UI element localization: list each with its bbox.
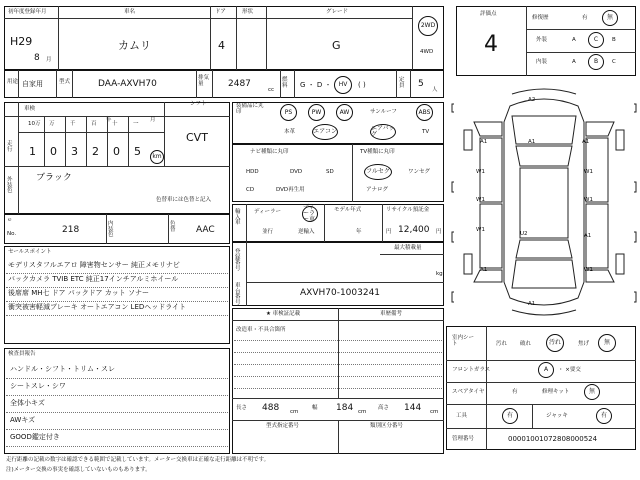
spare-none-circle: 無 [584,384,600,400]
jack-label: ジャッキ [546,413,568,419]
chassis-value: AXVH70-1003241 [300,288,381,298]
tv-type-label: TV種類に丸印 [360,149,395,155]
capacity-label: 定員 [399,77,405,89]
displacement-unit: cc [268,87,275,93]
color-label: 外装色 [7,177,13,194]
car-name-label: 車名 [124,9,136,15]
height-value: 144 [404,403,422,413]
recycle-unit: 円 [436,229,442,235]
seat-dirty-circle: 汚れ [546,334,564,352]
sales-point-line: 後席席 MH七 ドア パックドア カット ソナー [8,289,149,297]
max-load-label: 最大積載量 [394,245,422,251]
ps-circle: PS [280,104,297,121]
recycle-value: 12,400 [398,225,430,235]
shift-value: CVT [186,131,208,144]
height-unit: cm [430,409,439,415]
width-label: 幅 [312,405,318,411]
mileage-digit-header: 一 [133,121,139,127]
spare-opt-kit: 修理キット [542,389,570,395]
repair-circle: 無 [602,10,618,26]
interior-opt-a: A [572,59,576,65]
category-label: 類別区分番号 [370,423,404,429]
interior-circle: B [588,54,604,70]
diagram-mark: A1 [528,139,536,145]
diagram-mark: W1 [476,227,485,233]
sales-point-line: バックカメラ TVIB ETC 純正17インチアルミホイール [8,275,179,283]
diagram-mark: A1 [582,139,590,145]
diagram-mark: A1 [480,267,488,273]
sales-points-label: セールスポイント [8,249,52,255]
mileage-digit: 0 [50,145,57,158]
glass-circle: A [538,362,554,378]
shaken-label: 車検 [24,106,36,112]
diagram-mark: W1 [584,169,593,175]
glass-label: フロントガラス [452,367,491,373]
exterior-circle: C [588,32,604,48]
displacement-value: 2487 [228,79,251,89]
inspector-notes-label: 検査員報告 [8,351,36,357]
door-label: ドア [215,9,226,15]
diagram-mark: W1 [476,197,485,203]
shaken-month-unit: 月 [150,117,156,123]
import-label: 輸入車 [235,209,241,226]
seat-opt-2: 破れ [520,341,532,347]
seat-opt-1: 汚れ [496,341,508,347]
max-load-unit: kg [436,271,443,277]
glass-text: ・ ×要交 [558,367,581,373]
first-reg-era-value: H29 [10,35,33,48]
width-unit: cm [358,409,367,415]
sales-point-line: 衝突被害軽減ブレーキ オートエアコン LEDヘッドライト [8,303,187,311]
first-reg-label: 初年度登録年月 [8,9,47,15]
mgmt-label: 管理番号 [452,436,475,442]
fuel-label: 燃料 [282,77,288,89]
width-value: 184 [336,403,354,413]
length-value: 488 [262,403,280,413]
use-label: 用途 [7,79,19,85]
inspector-note-line: 全体小キズ [10,399,45,407]
repair-label: 修復歴 [532,15,549,21]
left-mid-col2-label: 内装色 [108,221,114,238]
dealer-label: ディーラー [254,209,282,215]
sales-point-line: モデリスタフルエアロ 障害物センサー 純正メモリナビ [8,261,180,269]
diagram-mark: A2 [528,97,536,103]
drive-2wd-circle: 2WD [418,16,438,36]
aw-circle: AW [336,104,353,121]
equipment-label: 装備品に丸印 [236,103,264,115]
footer-line1: 走行距離の記載の数字は確認できる範囲で記載しています。メーター交換車は正確な走行距離は不明です。 [6,457,270,463]
left-mid-no-value: 218 [62,225,80,235]
aircon-circle: エアコン [312,124,338,140]
use-value: 自家用 [22,80,43,88]
color-change-note: 色替車には色替と記入 [156,197,212,203]
footer-line2: 注)メーター交換の事実を確認していないものもあります。 [6,467,151,473]
mileage-digit: 5 [134,145,141,158]
diagram-mark: A1 [584,233,592,239]
spare-opt-yes: 有 [512,389,518,395]
mileage-label: 走行 [7,141,13,153]
fuel-hv-circle: HV [334,76,352,94]
model-year-label: モデル年式 [334,207,362,213]
diagram-mark: W1 [584,267,593,273]
car-name-value: カムリ [118,39,151,52]
score-label: 評価点 [480,11,497,17]
navi-dvd: DVD [290,169,303,175]
mileage-km-circle: km [150,150,164,164]
tv-fullseg-circle: フルセグ [364,164,392,180]
airbag-circle: エアバッグ [371,125,395,138]
dealer-circle: ディーラー車 [302,206,318,222]
first-reg-month-value: 8 [34,53,40,63]
tv-label: TV [422,129,430,135]
exterior-opt-a: A [572,37,576,43]
inspector-note-line: シートスレ・シワ [10,382,66,390]
tool-label: 工具 [456,413,468,419]
import-reverse: 逆輸入 [298,229,315,235]
exterior-label: 外装 [536,37,548,43]
capacity-unit: 人 [432,87,438,93]
chassis-label: 車台番号 [235,283,241,306]
abs-circle: ABS [416,104,433,121]
mileage-digit: 3 [71,145,78,158]
mileage-digit-header: 10万 [28,121,41,127]
left-mid-aac: AAC [196,225,215,235]
inspector-note-line: ハンドル・シフト・トリム・スレ [10,365,115,373]
displacement-label: 排気量 [198,75,210,87]
navi-label: ナビ種類に丸印 [250,149,289,155]
navi-hdd: HDD [246,169,259,175]
score-value: 4 [484,32,498,57]
capacity-value: 5 [418,79,424,89]
regist-label: 登録番号 [235,249,241,272]
repair-opt-yes: 有 [582,15,588,21]
door-value: 4 [218,39,225,52]
diagram-mark: U2 [520,231,528,237]
mileage-digit-header: 十 [112,121,118,127]
diagram-mark: A1 [528,301,536,307]
left-mid-col3-label: 色替 [170,221,176,233]
diagram-mark: A1 [480,139,488,145]
spare-label: スペアタイヤ [452,389,485,395]
inspector-note-line: AWキズ [10,416,36,424]
color-value: ブラック [36,173,72,183]
length-unit: cm [290,409,299,415]
mileage-digit: 0 [113,145,120,158]
interior-label: 内装 [536,59,548,65]
length-label: 長さ [236,405,248,411]
jack-circle: 有 [596,408,612,424]
mileage-digit: 2 [92,145,99,158]
mileage-digit-header: 百 [91,121,97,127]
drive-4wd: 4WD [420,49,434,55]
header-row [4,6,444,70]
first-reg-month-unit: 月 [46,57,52,63]
import-parallel: 並行 [262,229,274,235]
fuel-options: G ・ D ・ [300,81,332,89]
inspector-note-line: GOOD鑑定付き [10,433,60,441]
grade-value: G [332,39,341,52]
mileage-digit-header: 万 [49,121,55,127]
tool-circle: 有 [502,408,518,424]
recycle-label: リサイクル預託金 [386,207,430,213]
model-value: DAA-AXVH70 [98,79,157,89]
grade-label: グレード [326,9,349,15]
pw-circle: PW [308,104,325,121]
left-mid-no-label: No. [7,231,17,237]
record-book-label: ★ 車検証記載 [266,311,301,317]
change-note-sub: 改造車・不具合箇所 [236,327,286,333]
diagram-mark: W1 [476,169,485,175]
recycle-prefix: 円 [386,229,392,235]
left-mid-col1-label: ｅ [7,217,13,223]
model-year-unit: 年 [356,229,362,235]
navi-cd: CD [246,187,255,193]
mileage-digit: 1 [29,145,36,158]
exterior-opt-b: B [612,37,616,43]
height-label: 高さ [378,405,390,411]
tv-analog: アナログ [366,187,389,193]
model-designation-label: 型式指定番号 [266,423,300,429]
seat-label: 室内シート [452,335,475,347]
shaken-year-unit: 年 [106,117,112,123]
navi-dvd-play: DVD再生用 [276,187,305,193]
leather-label: 本革 [284,129,296,135]
mileage-digit-header: 千 [70,121,76,127]
shift-label: シフト [190,101,207,107]
mgmt-value: 00001001072808000524 [508,435,598,443]
fuel-paren: ( ) [358,81,366,89]
interior-opt-c: C [612,59,616,65]
sunroof-label: サンルーフ [370,109,397,115]
shape-label: 形状 [242,9,254,15]
seat-none-circle: 無 [598,334,616,352]
navi-sd: SD [326,169,334,175]
diagram-mark: W1 [584,197,593,203]
model-label: 型式 [59,79,71,85]
tv-oneseg: ワンセグ [408,169,431,175]
record-label: 車歴備考 [380,311,403,317]
seat-opt-4: 焦げ [578,341,590,347]
